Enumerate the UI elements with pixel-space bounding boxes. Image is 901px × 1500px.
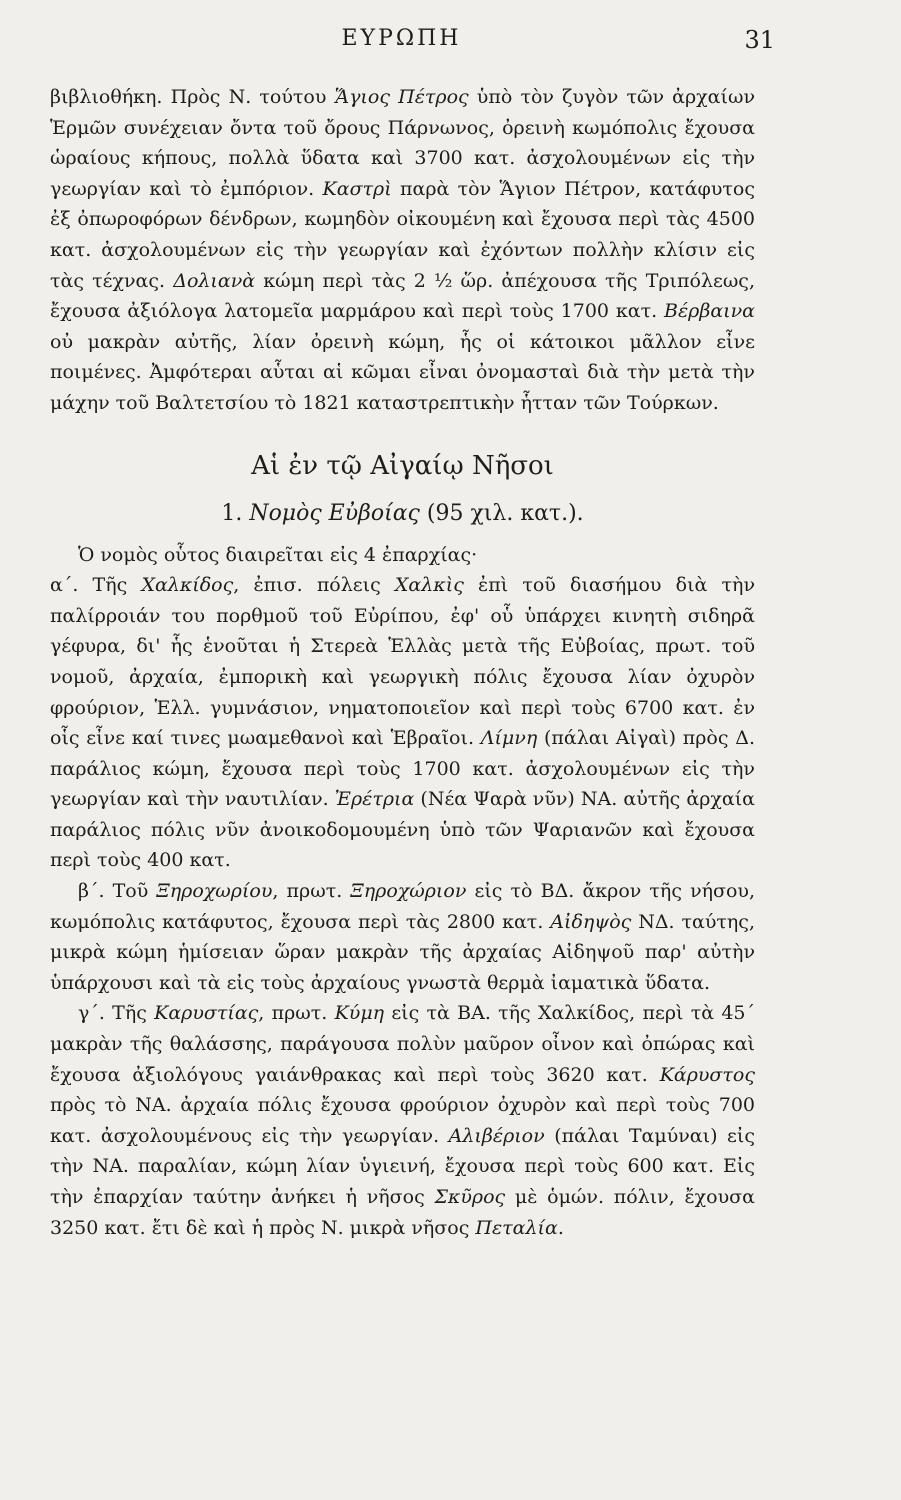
island-name: Πεταλία [475,1216,558,1239]
eparchy-name: Χαλκίδος [141,574,234,597]
page-number: 31 [744,26,775,54]
text-run: . [557,1216,564,1239]
text-run: ὑπὸ τὸν ζυγὸν τῶν ἀρχαίων Ἑρμῶν συνέχειαν ὄντα τοῦ ὄρους Πάρνωνος, ὀρεινὴ κωμόπολις ἔχουσα ὡραίους κήπους, πολλὰ ὕδατα καὶ 3700 κατ. ἀσχολουμένων εἰς τὴν γεωργίαν καὶ τὸ ἐμπόριον. [50,86,755,200]
paragraph-xerochori [50,876,755,998]
section-heading: Αἱ ἐν τῷ Αἰγαίῳ Νῆσοι [251,450,554,481]
text-block [50,82,755,1243]
paragraph-chalkis [50,570,755,876]
place-name: Ξηροχώριον [350,880,467,903]
place-name: Βέρβαινα [664,300,755,323]
text-run: β΄. Τοῦ [78,880,157,903]
text-run: , ἐπισ. πόλεις [233,574,395,597]
text-run: , πρωτ. [272,880,351,903]
text-run: μὲ ὁμών. πόλιν, ἔχουσα 3250 κατ. ἔτι δὲ καὶ ἡ πρὸς Ν. μικρὰ νῆσος [50,1186,755,1239]
place-name: Χαλκὶς [394,574,464,597]
text-run: (πάλαι Αἰγαὶ) πρὸς Δ. παράλιος κώμη, ἔχουσα περὶ τοὺς 1700 κατ. ἀσχολουμένων εἰς τὴν γεωργίαν καὶ τὴν ναυτιλίαν. [50,727,756,811]
place-name: Κύμη [334,1002,385,1025]
running-head [50,26,775,56]
subsection-number: 1. [221,500,250,526]
text-run: οὐ μακρὰν αὐτῆς, λίαν ὀρεινὴ κώμη, ἧς οἱ κάτοικοι μᾶλλον εἶνε ποιμένες. Ἀμφότεραι αὗται αἱ κῶμαι εἶναι ὀνομασταὶ διὰ τὴν μετὰ τὴν μάχην τοῦ Βαλτετσίου τὸ 1821 καταστρεπτικὴν ἧτταν τῶν Τούρκων. [50,330,755,414]
place-name: Ἐρέτρια [334,788,415,811]
subsection-name: Νομὸς Εὐβοίας [249,500,420,526]
text-run: (Νέα Ψαρὰ νῦν) ΝΑ. αὐτῆς ἀρχαία παράλιος πόλις νῦν ἀνοικοδομουμένη ὑπὸ τῶν Ψαριανῶν καὶ ἔχουσα περὶ τοὺς 400 κατ. [50,788,755,872]
text-run: εἰς τὸ ΒΔ. ἄκρον τῆς νήσου, κωμόπολις κατάφυτος, ἔχουσα περὶ τὰς 2800 κατ. [50,880,756,933]
paragraph-karystia [50,998,755,1243]
text-run: κώμη περὶ τὰς 2 ½ ὥρ. ἀπέχουσα τῆς Τριπόλεως, ἔχουσα ἀξιόλογα λατομεῖα μαρμάρου καὶ περὶ τοὺς 1700 κατ. [50,269,755,323]
place-name: Αλιβέριον [448,1124,545,1147]
place-name: Ἅγιος Πέτρος [334,86,469,108]
text-run: εἰς τὰ ΒΑ. τῆς Χαλκίδος, περὶ τὰ 45΄ μακρὰν τῆς θαλάσσης, παράγουσα πολὺν μαῦρον οἶνον καὶ ὀπώρας καὶ ἔχουσα ἀξιολόγους γαιάνθρακας καὶ περὶ τοὺς 3620 κατ. [50,1002,755,1086]
text-run: πρὸς τὸ ΝΑ. ἀρχαία πόλις ἔχουσα φρούριον ὀχυρὸν καὶ περὶ τοὺς 700 κατ. ἀσχολουμένους εἰς τὴν γεωργίαν. [50,1094,755,1147]
text-run: , πρωτ. [258,1002,335,1025]
place-name: Καστρὶ [322,177,392,200]
text-run: ἐπὶ τοῦ διασήμου διὰ τὴν παλίρροιάν του πορθμοῦ τοῦ Εὐρίπου, ἐφ' οὗ ὑπάρχει κινητὴ σιδηρᾶ γέφυρα, δι' ἧς ἑνοῦται ἡ Στερεὰ Ἑλλὰς μετὰ τῆς Εὐβοίας, πρωτ. τοῦ νομοῦ, ἀρχαία, ἐμπορικὴ καὶ γεωργικὴ πόλις ἔχουσα λίαν ὀχυρὸν φρούριον, Ἑλλ. γυμνάσιον, νηματοποιεῖον καὶ περὶ τοὺς 6700 κατ. ἐν οἷς εἶνε καί τινες μωαμεθανοὶ καὶ Ἑβραῖοι. [50,574,755,750]
text-run: (πάλαι Ταμύναι) εἰς τὴν ΝΑ. παραλίαν, κώμη λίαν ὑγιεινή, ἔχουσα περὶ τοὺς 600 κατ. Εἰς τὴν ἐπαρχίαν ταύτην ἀνήκει ἡ νῆσος [50,1124,755,1208]
text-run: παρὰ τὸν Ἅγιον Πέτρον, κατάφυτος ἐξ ὀπωροφόρων δένδρων, κωμηδὸν οἰκουμένη καὶ ἔχουσα περὶ τὰς 4500 κατ. ἀσχολουμένων εἰς τὴν γεωργίαν καὶ ἐχόντων πολλὴν κλίσιν εἰς τὰς τέχνας. [50,177,755,292]
text-run: ΝΔ. ταύτης, μικρὰ κώμη ἡμίσειαν ὥραν μακρὰν τῆς ἀρχαίας Αἰδηψοῦ παρ' αὐτὴν ὑπάρχουσι καὶ τὰ εἰς τοὺς ἀρχαίους γνωστὰ θερμὰ ἰαματικὰ ὕδατα. [50,910,755,994]
text-run: βιβλιοθήκη. Πρὸς Ν. τούτου [50,86,335,108]
place-name: Λίμνη [480,727,538,750]
text-run: α΄. Τῆς [50,574,142,597]
place-name: Κάρυστος [659,1063,755,1086]
paragraph-division: Ὁ νομὸς οὗτος διαιρεῖται εἰς 4 ἐπαρχίας· [78,543,478,566]
place-name: Αἰδηψὸς [550,910,632,933]
text-run: γ΄. Τῆς [78,1002,155,1025]
place-name: Δολιανὰ [173,269,256,292]
subsection-population: (95 χιλ. κατ.). [419,500,584,526]
island-name: Σκῦρος [434,1186,506,1208]
subsection-heading [50,501,755,526]
paragraph-peloponnese [50,82,755,419]
running-title: ΕΥΡΩΠΗ [341,26,462,51]
eparchy-name: Ξηροχωρίου [156,880,273,903]
eparchy-name: Καρυστίας [154,1002,259,1025]
